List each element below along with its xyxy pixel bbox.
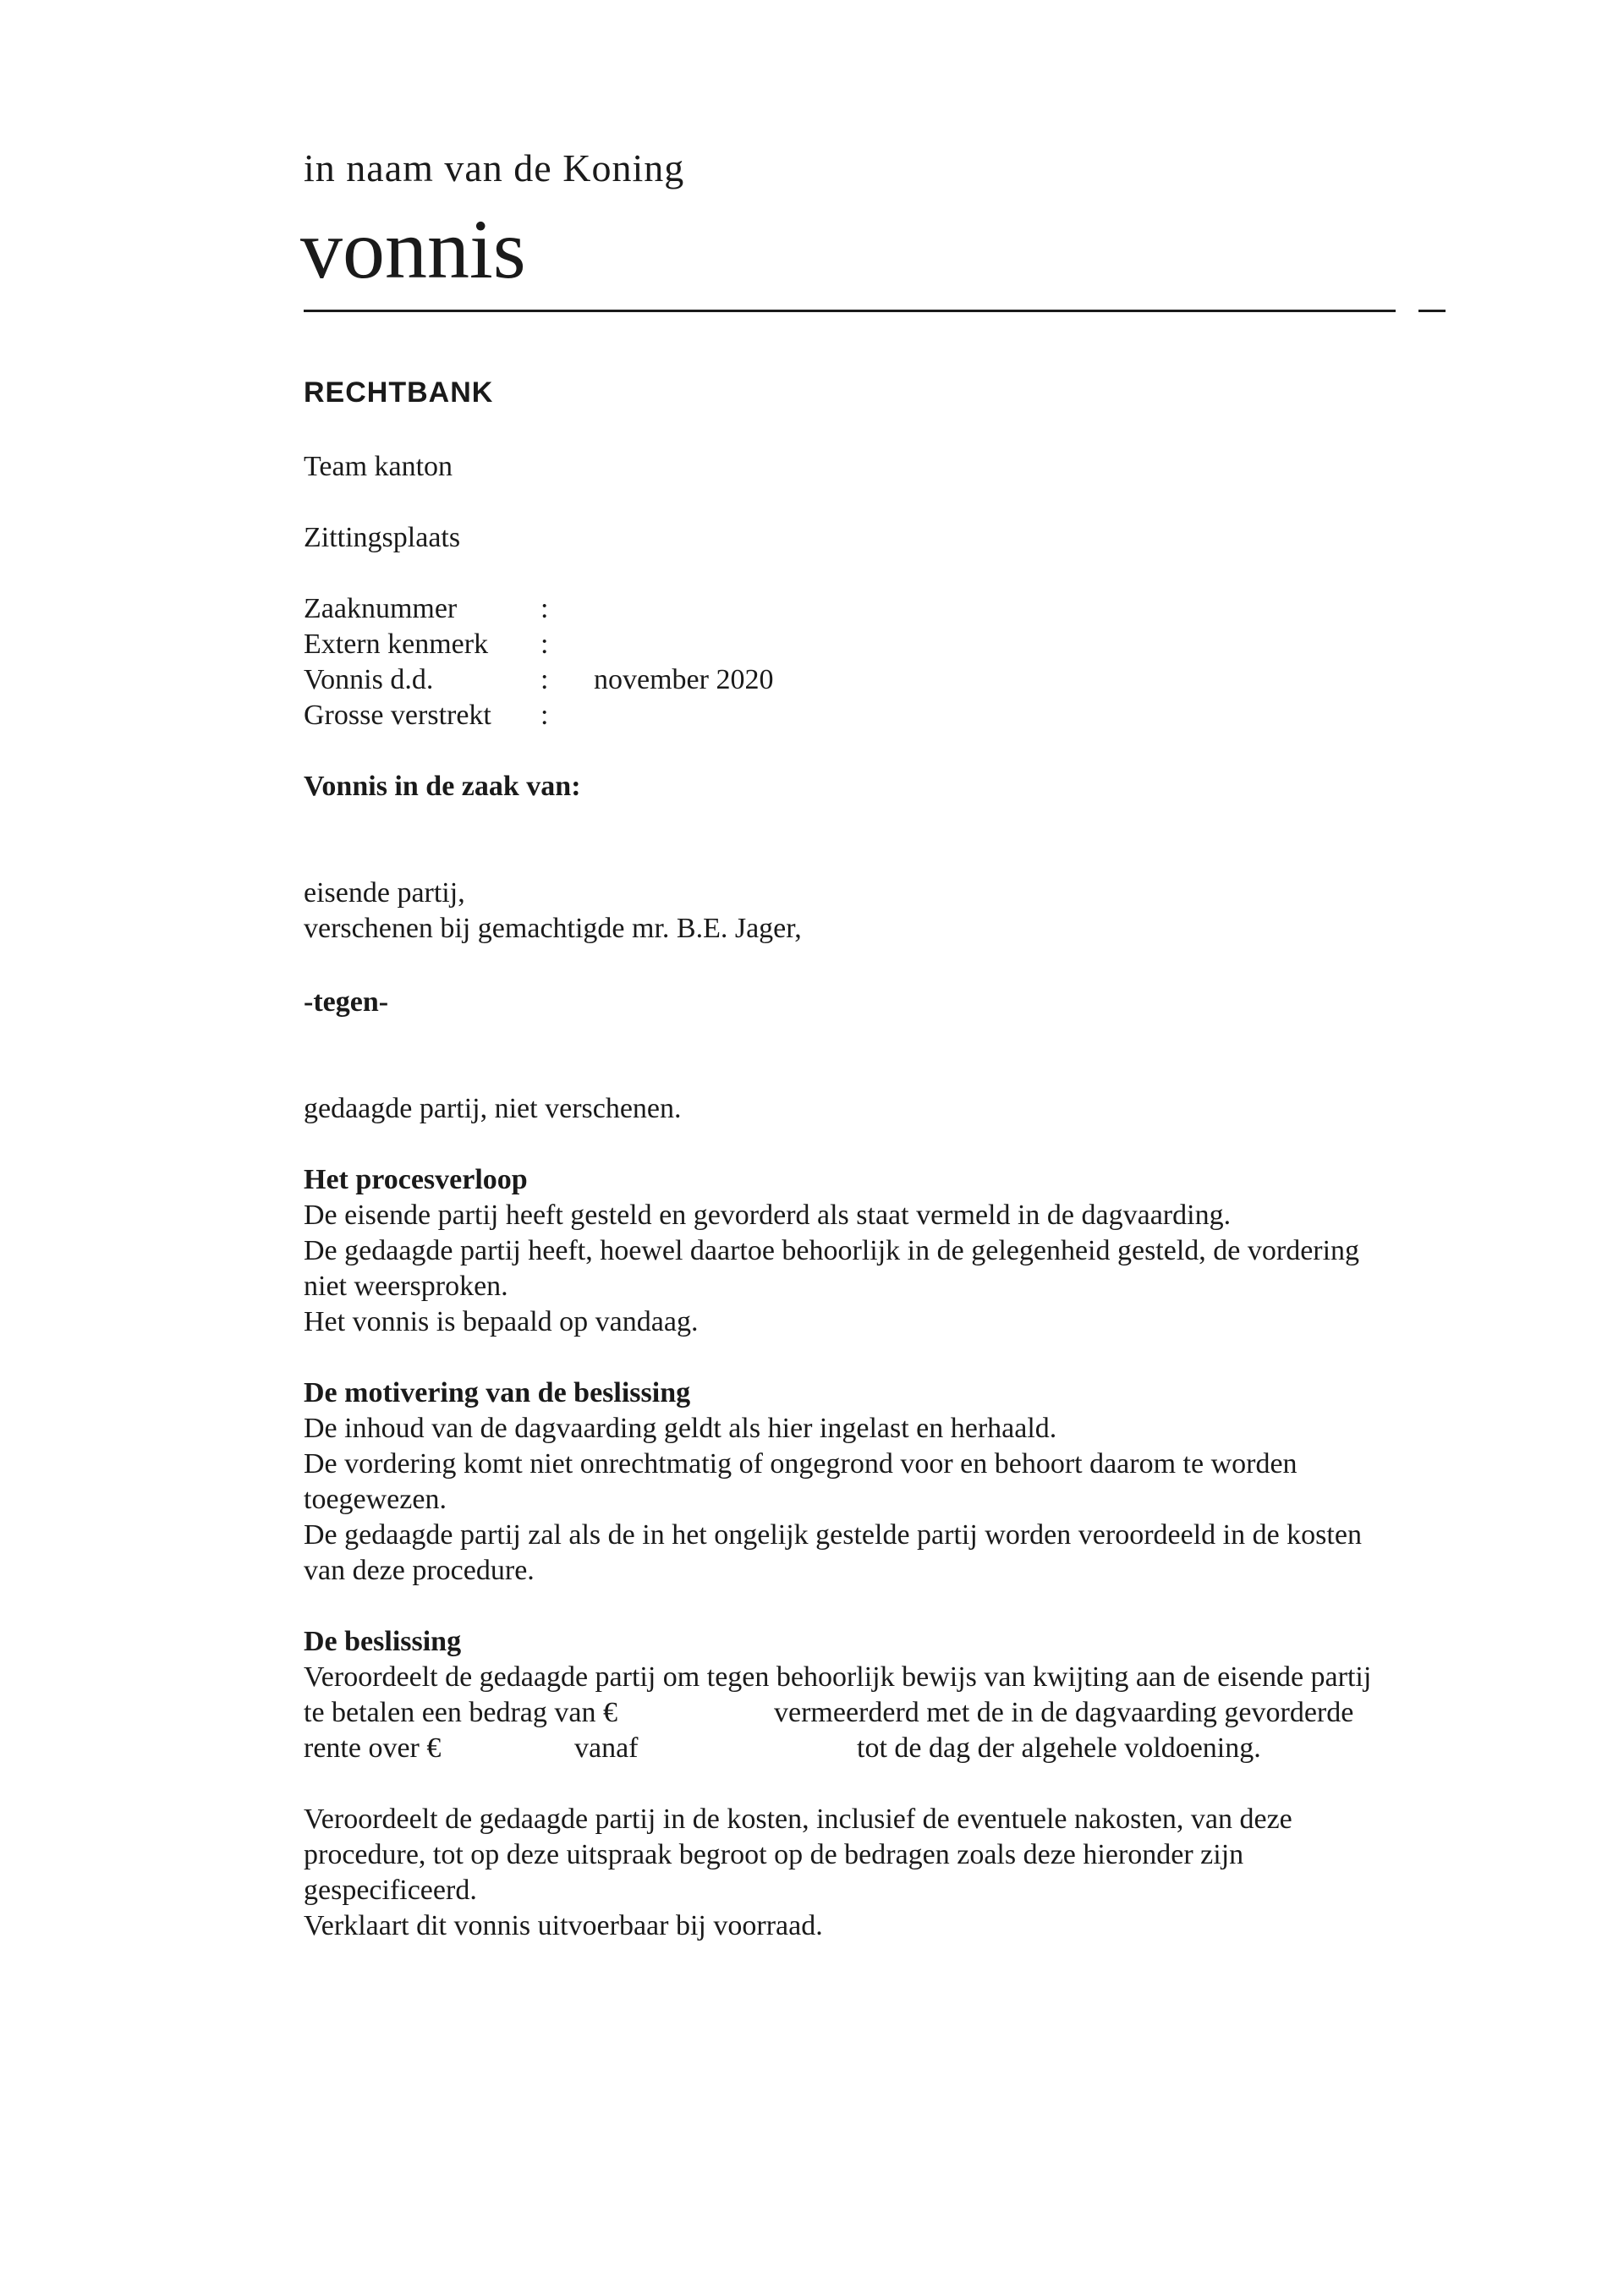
section-line: gespecificeerd. [304,1875,477,1906]
meta-label: Extern kenmerk [304,629,489,660]
plaintiff-representative: verschenen bij gemachtigde mr. B.E. Jager, [304,913,802,944]
plaintiff-label: eisende partij, [304,877,465,909]
section-line: van deze procedure. [304,1555,535,1586]
section-line: De gedaagde partij heeft, hoewel daartoe behoorlijk in de gelegenheid gesteld, de vordering [304,1235,1360,1266]
meta-colon: : [540,629,549,660]
meta-row-grosse [304,698,773,733]
costs-paragraph [304,1802,1454,1908]
section-line: Veroordeelt de gedaagde partij om tegen behoorlijk bewijs van kwijting aan de eisende partij [304,1661,1372,1693]
court-name: RECHTBANK [304,376,494,409]
document-subtitle: in naam van de Koning [304,146,685,189]
meta-label: Vonnis d.d. [304,664,434,695]
section-line: niet weersproken. [304,1271,508,1302]
plaintiff-block [304,876,802,947]
defendant-label: gedaagde partij, niet verschenen. [304,1093,682,1124]
section-line: De vordering komt niet onrechtmatig of ongegrond voor en behoort daarom te worden [304,1448,1298,1480]
meta-label: Zaaknummer [304,593,458,624]
section-line: procedure, tot op deze uitspraak begroot op de bedragen zoals deze hieronder zijn [304,1839,1244,1870]
title-divider-short [1418,310,1446,312]
enforceability-line: Verklaart dit vonnis uitvoerbaar bij voorraad. [304,1910,823,1941]
section-heading: Het procesverloop [304,1164,528,1195]
section-line: toegewezen. [304,1484,447,1515]
section-line: De gedaagde partij zal als de in het ongelijk gestelde partij worden veroordeeld in de kosten [304,1519,1362,1551]
section-beslissing [304,1624,1454,1944]
court-location: Zittingsplaats [304,522,461,553]
amount-continuation: vermeerderd met de in de dagvaarding gevorderde [774,1697,1354,1728]
section-heading: De motivering van de beslissing [304,1377,691,1408]
meta-row-extern-kenmerk [304,627,773,662]
meta-row-zaaknummer [304,591,773,627]
versus-label: -tegen- [304,986,389,1018]
amount-line [304,1695,1454,1731]
meta-colon: : [540,664,549,695]
case-metadata [304,591,773,733]
document-title: vonnis [300,202,526,296]
section-line: Het vonnis is bepaald op vandaag. [304,1306,699,1337]
meta-row-vonnis-date [304,662,773,698]
meta-label: Grosse verstrekt [304,700,491,731]
interest-until: tot de dag der algehele voldoening. [857,1732,1261,1764]
section-procesverloop [304,1162,1454,1340]
court-team: Team kanton [304,451,453,482]
parties-heading: Vonnis in de zaak van: [304,771,581,802]
meta-colon: : [540,700,549,731]
interest-from: vanaf [574,1732,639,1764]
section-heading: De beslissing [304,1626,462,1657]
meta-value: november 2020 [594,664,774,695]
interest-label: rente over € [304,1732,442,1764]
section-line: Veroordeelt de gedaagde partij in de kosten, inclusief de eventuele nakosten, van deze [304,1804,1292,1835]
meta-colon: : [540,593,549,624]
amount-label: te betalen een bedrag van € [304,1697,617,1728]
section-motivering [304,1375,1454,1589]
interest-line [304,1731,1454,1766]
section-line: De eisende partij heeft gesteld en gevorderd als staat vermeld in de dagvaarding. [304,1200,1232,1231]
section-line: De inhoud van de dagvaarding geldt als hier ingelast en herhaald. [304,1413,1057,1444]
title-divider [304,310,1396,312]
